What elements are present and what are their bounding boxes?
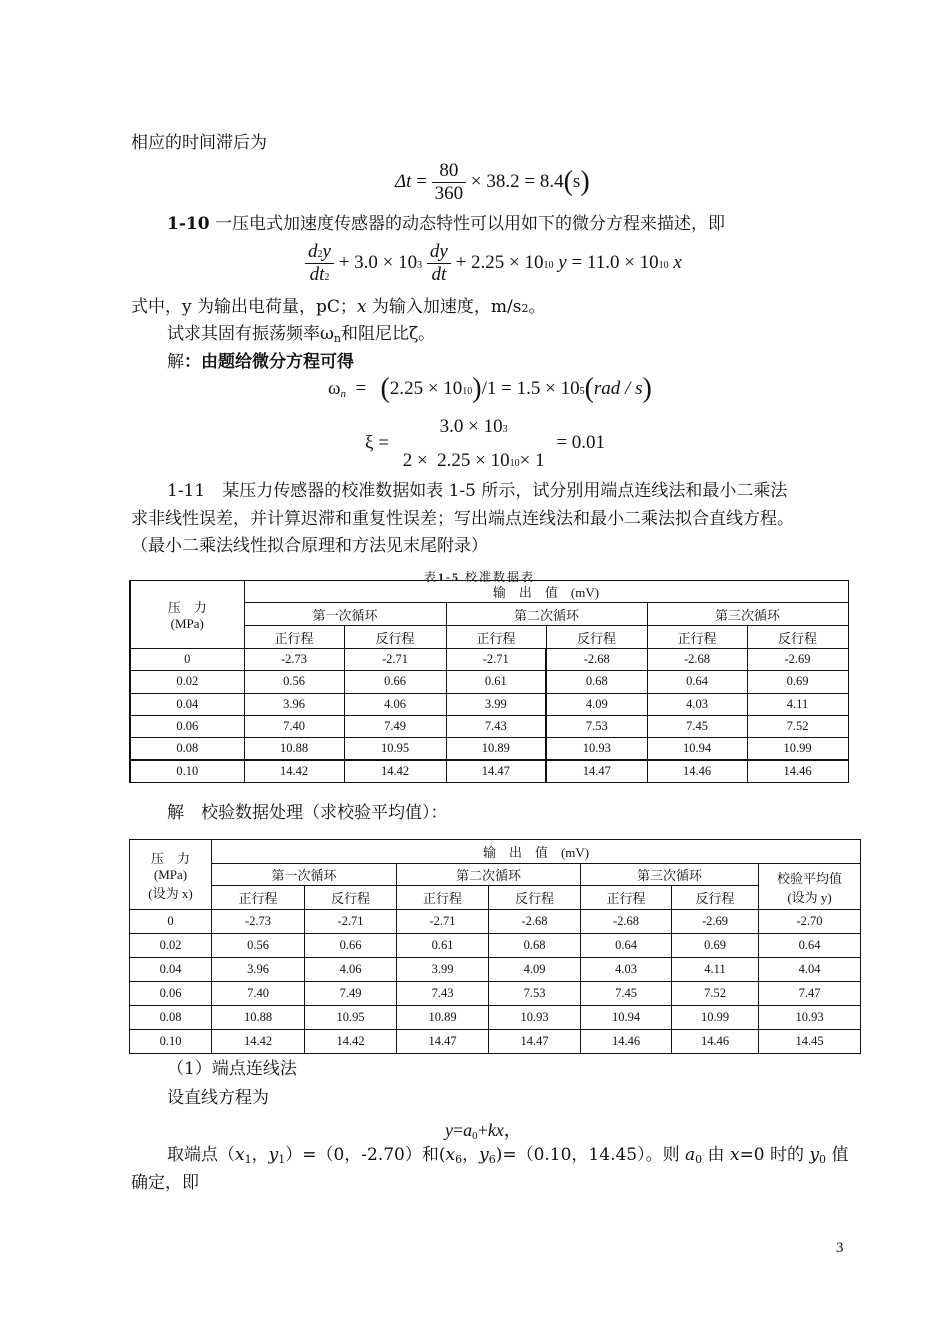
ep-p4: 由	[702, 1145, 730, 1165]
ask-pre: 试求其固有振荡频率ω	[167, 324, 334, 344]
ep-p3: )=（0.10，14.45）。则	[495, 1145, 686, 1165]
ep-y1: y	[268, 1145, 279, 1165]
omega-equation: $\omega_n$ = (2.25 × 1010)/1 = 1.5 × 105(rad / s)	[328, 373, 652, 404]
ep-y1s: 1	[278, 1153, 286, 1166]
omega-unit: rad / s	[593, 378, 643, 399]
t2-value-cell: 4.09	[489, 958, 581, 982]
t1-value-cell: 4.06	[344, 693, 446, 715]
t2-value-cell: 4.06	[305, 958, 397, 982]
xi-lhs: ξ =	[365, 432, 389, 454]
where-text	[131, 296, 545, 320]
sol-text: ：由题给微分方程可得	[184, 352, 354, 372]
t2-value-cell: 0.56	[212, 934, 305, 958]
table2	[129, 839, 861, 1054]
t1-output-header: 输 出 值 (mV)	[244, 581, 848, 603]
t2-cycle-1: 第一次循环	[212, 864, 397, 886]
le-y: y	[445, 1120, 453, 1140]
caption-prefix: 表	[424, 570, 439, 584]
ask-post: 和阻尼比ζ。	[340, 324, 436, 344]
t2-stroke: 正行程	[212, 886, 305, 910]
t1-cycle-2: 第二次循环	[446, 603, 647, 626]
step1-heading: （1）端点连线法	[167, 1059, 297, 1079]
t2-stroke: 反行程	[305, 886, 397, 910]
t2-value-cell: -2.70	[759, 910, 861, 934]
t2-value-cell: 3.96	[212, 958, 305, 982]
ep-p1: 取端点（	[167, 1145, 235, 1165]
t1-cycle-3: 第三次循环	[647, 603, 848, 626]
omega-inner: 2.25 × 10	[389, 378, 463, 399]
t1-value-cell: 0.64	[647, 671, 747, 693]
t2-value-cell: -2.69	[672, 910, 759, 934]
ep-y6s: 6	[488, 1153, 496, 1166]
t2-pressure-cell: 0	[130, 910, 212, 934]
t1-row	[130, 693, 848, 715]
t2-value-cell: 7.45	[581, 982, 672, 1006]
lag-rest: × 38.2 = 8.4	[470, 170, 564, 192]
t2-value-cell: 7.52	[672, 982, 759, 1006]
t1-body	[130, 649, 848, 783]
d2y-fraction	[305, 241, 334, 286]
t2-pressure-cell: 0.04	[130, 958, 212, 982]
ep-x6: x	[445, 1145, 456, 1165]
t1-stroke: 反行程	[546, 626, 647, 649]
table1	[129, 580, 849, 783]
solution-text	[167, 351, 354, 373]
problem-1-11-line2: 求非线性误差，并计算迟滞和重复性误差；写出端点连线法和最小二乘法拟合直线方程。	[131, 509, 794, 529]
t1-value-cell: 3.96	[244, 693, 344, 715]
t2-value-cell: 14.47	[489, 1030, 581, 1054]
where-end: 。	[528, 297, 546, 317]
line-equation	[445, 1116, 522, 1142]
problem-1-11-line3: （最小二乘法线性拟合原理和方法见末尾附录）	[131, 536, 488, 556]
page-number: 3	[836, 1240, 844, 1256]
t1-pressure-cell: 0	[130, 649, 244, 671]
t2-value-cell: -2.73	[212, 910, 305, 934]
t2-stroke: 正行程	[397, 886, 489, 910]
ep-y0: y	[809, 1145, 820, 1165]
t2-output-header: 输 出 值 (mV)	[212, 840, 861, 864]
t1-value-cell: 14.46	[647, 760, 747, 782]
t2-row	[130, 958, 861, 982]
xi-num-exp: 3	[502, 424, 508, 435]
ep-p6: 值	[826, 1145, 849, 1165]
sol-label: 解	[167, 352, 184, 372]
problem-text: 一压电式加速度传感器的动态特性可以用如下的微分方程来描述，即	[214, 214, 725, 234]
t2-value-cell: 0.69	[672, 934, 759, 958]
le-plus: +	[477, 1120, 488, 1140]
t2-stroke: 反行程	[672, 886, 759, 910]
t2-pressure-label: 压 力	[150, 850, 190, 866]
omega-inner-exp: 10	[462, 386, 473, 397]
lag-den: 360	[432, 182, 467, 205]
xi-rhs: = 0.01	[556, 432, 606, 454]
dt2-dt: dt	[309, 264, 325, 285]
x-var: x	[673, 251, 682, 273]
d2y-sup: 2	[317, 249, 323, 260]
t2-value-cell: 7.43	[397, 982, 489, 1006]
ep-x1: x	[235, 1145, 245, 1165]
ep-y6: y	[479, 1145, 489, 1165]
t2-value-cell: 3.99	[397, 958, 489, 982]
t1-value-cell: 10.94	[647, 738, 747, 760]
t2-value-cell: 10.89	[397, 1006, 489, 1030]
omega-div: /1 = 1.5 × 10	[481, 378, 580, 399]
xi-equation	[365, 416, 605, 472]
t1-row	[130, 760, 848, 782]
ep-p5: =0 时的	[739, 1145, 810, 1165]
t1-value-cell: 7.40	[244, 715, 344, 737]
t2-value-cell: 10.93	[759, 1006, 861, 1030]
lag-fraction	[432, 160, 467, 205]
t1-pressure-label: 压 力	[167, 600, 207, 615]
t2-row	[130, 1030, 861, 1054]
t2-value-cell: 14.46	[581, 1030, 672, 1054]
where-x: x	[356, 297, 367, 317]
t1-row	[130, 738, 848, 760]
xi-den-exp: 10	[509, 458, 520, 469]
le-a: a	[463, 1120, 473, 1140]
lag-unit: s	[572, 170, 581, 192]
t1-value-cell: 3.99	[446, 693, 546, 715]
t2-value-cell: 0.61	[397, 934, 489, 958]
t2-value-cell: 4.11	[672, 958, 759, 982]
t2-pressure-cell: 0.06	[130, 982, 212, 1006]
t2-value-cell: 14.42	[212, 1030, 305, 1054]
t2-value-cell: 0.64	[759, 934, 861, 958]
t1-value-cell: 7.45	[647, 715, 747, 737]
t2-value-cell: 0.64	[581, 934, 672, 958]
t2-value-cell: -2.68	[581, 910, 672, 934]
t1-value-cell: -2.71	[344, 649, 446, 671]
t2-value-cell: 4.03	[581, 958, 672, 982]
t2-value-cell: 10.94	[581, 1006, 672, 1030]
t1-value-cell: 14.47	[446, 760, 546, 782]
exp1: 3	[417, 259, 423, 271]
t1-value-cell: -2.73	[244, 649, 344, 671]
t2-cycle-2: 第二次循环	[397, 864, 581, 886]
lag-lhs: Δt	[395, 170, 412, 192]
t2-pressure-cell: 0.10	[130, 1030, 212, 1054]
t2-row	[130, 910, 861, 934]
endpoints-text	[167, 1144, 848, 1171]
t1-stroke: 反行程	[747, 626, 848, 649]
omega-sub: n	[340, 388, 347, 400]
t1-value-cell: -2.69	[747, 649, 848, 671]
problem-1-10	[167, 213, 725, 235]
xi-den-b: 2.25 × 10	[437, 450, 510, 471]
xi-num: 3.0 × 10	[439, 416, 503, 437]
t2-body	[130, 910, 861, 1054]
t2-value-cell: 14.42	[305, 1030, 397, 1054]
t1-value-cell: 7.53	[546, 715, 647, 737]
t1-row	[130, 715, 848, 737]
t2-value-cell: 7.49	[305, 982, 397, 1006]
t1-value-cell: 0.56	[244, 671, 344, 693]
t2-value-cell: 7.47	[759, 982, 861, 1006]
ep-c1: ，	[251, 1145, 269, 1165]
t1-value-cell: 4.09	[546, 693, 647, 715]
t2-pressure-header	[130, 840, 212, 910]
dy-den: dt	[427, 263, 451, 286]
t1-stroke: 正行程	[446, 626, 546, 649]
t2-row	[130, 982, 861, 1006]
where-post: 为输入加速度，m/s	[366, 297, 522, 317]
t2-pressure-note: (设为 x)	[148, 885, 193, 901]
dt2-sup: 2	[324, 272, 330, 283]
d2y-var: y	[322, 241, 331, 262]
t1-value-cell: 0.66	[344, 671, 446, 693]
where-sup: 2	[521, 302, 529, 315]
t1-value-cell: 10.88	[244, 738, 344, 760]
t2-stroke: 正行程	[581, 886, 672, 910]
t1-pressure-cell: 0.08	[130, 738, 244, 760]
caption-title: 校准数据表	[465, 570, 536, 584]
t1-pressure-cell: 0.10	[130, 760, 244, 782]
t2-value-cell: 7.40	[212, 982, 305, 1006]
t1-pressure-cell: 0.04	[130, 693, 244, 715]
t2-value-cell: 10.88	[212, 1006, 305, 1030]
lag-equation: Δt = $\frac{80}{360}$ × 38.2 = 8.4(s)	[395, 160, 590, 204]
t2-pressure-unit: (MPa)	[153, 866, 188, 882]
t2-value-cell: -2.71	[305, 910, 397, 934]
coef2: + 2.25 × 10	[455, 251, 544, 273]
dy-num: dy	[429, 241, 448, 262]
t1-value-cell: 0.68	[546, 671, 647, 693]
t1-pressure-unit: (MPa)	[170, 616, 204, 631]
ask-sub: n	[333, 332, 341, 345]
t1-pressure-cell: 0.06	[130, 715, 244, 737]
t1-value-cell: 10.99	[747, 738, 848, 760]
t2-avg-header	[759, 864, 861, 910]
t1-stroke: 正行程	[244, 626, 344, 649]
le-kx: kx	[487, 1120, 504, 1140]
t1-stroke: 反行程	[344, 626, 446, 649]
t2-value-cell: 7.53	[489, 982, 581, 1006]
omega-exp: 5	[579, 386, 585, 397]
t2-pressure-cell: 0.08	[130, 1006, 212, 1030]
t1-value-cell: 7.52	[747, 715, 848, 737]
ep-x1s: 1	[244, 1153, 252, 1166]
t1-value-cell: 10.89	[446, 738, 546, 760]
t1-value-cell: 0.61	[446, 671, 546, 693]
le-end: ，	[503, 1120, 522, 1140]
dy-fraction	[427, 241, 451, 286]
diff-equation	[305, 241, 682, 286]
t1-stroke: 正行程	[647, 626, 747, 649]
t2-value-cell: 14.46	[672, 1030, 759, 1054]
caption-num: 1-5	[438, 570, 461, 584]
d2y-d: d	[308, 241, 318, 262]
t1-value-cell: 14.42	[344, 760, 446, 782]
confirm-text: 确定，即	[131, 1173, 199, 1193]
t2-value-cell: 10.99	[672, 1006, 759, 1030]
t1-value-cell: 14.46	[747, 760, 848, 782]
ep-c2: ，	[462, 1145, 480, 1165]
t1-value-cell: 0.69	[747, 671, 848, 693]
t1-row	[130, 649, 848, 671]
t1-value-cell: 10.93	[546, 738, 647, 760]
t2-value-cell: -2.71	[397, 910, 489, 934]
t1-value-cell: 4.03	[647, 693, 747, 715]
xi-den-a: 2 ×	[402, 450, 428, 471]
t2-value-cell: 10.93	[489, 1006, 581, 1030]
ep-x6s: 6	[455, 1153, 463, 1166]
t1-value-cell: -2.68	[546, 649, 647, 671]
t1-row	[130, 671, 848, 693]
t2-avg-label: 校验平均值	[777, 870, 843, 886]
xi-den-c: × 1	[519, 450, 545, 471]
t2-row	[130, 1006, 861, 1030]
rhs: = 11.0 × 10	[571, 251, 659, 273]
omega-eq: =	[355, 378, 367, 399]
t1-value-cell: 10.95	[344, 738, 446, 760]
t1-cycle-1: 第一次循环	[244, 603, 446, 626]
lag-num: 80	[439, 160, 459, 181]
t2-value-cell: 14.45	[759, 1030, 861, 1054]
problem-1-11-line1: 1-11 某压力传感器的校准数据如表 1-5 所示，试分别用端点连线法和最小二乘法	[167, 481, 788, 501]
exp3: 10	[658, 259, 669, 271]
t1-value-cell: 4.11	[747, 693, 848, 715]
t2-stroke: 反行程	[489, 886, 581, 910]
t1-value-cell: -2.71	[446, 649, 546, 671]
ep-p2: ）=（0，-2.70）和(	[285, 1145, 446, 1165]
t2-value-cell: 10.95	[305, 1006, 397, 1030]
xi-fraction	[400, 416, 548, 472]
problem-label: 1-10	[167, 214, 210, 234]
ep-xv: x	[729, 1145, 740, 1165]
exp2: 10	[543, 259, 554, 271]
ep-y0s: 0	[819, 1153, 827, 1166]
le-eq: =	[453, 1120, 464, 1140]
t2-value-cell: -2.68	[489, 910, 581, 934]
t2-avg-note: (设为 y)	[787, 889, 832, 905]
t2-value-cell: 0.66	[305, 934, 397, 958]
t1-pressure-header	[130, 581, 244, 649]
t2-cycle-3: 第三次循环	[581, 864, 759, 886]
t1-value-cell: -2.68	[647, 649, 747, 671]
solution2-text: 解 校验数据处理（求校验平均值）：	[167, 803, 448, 823]
t2-row	[130, 934, 861, 958]
t1-value-cell: 7.43	[446, 715, 546, 737]
t1-value-cell: 7.49	[344, 715, 446, 737]
ask-text	[167, 323, 435, 350]
intro-text: 相应的时间滞后为	[131, 133, 267, 153]
coef1: + 3.0 × 10	[338, 251, 418, 273]
t2-value-cell: 14.47	[397, 1030, 489, 1054]
omega-lhs: ω	[328, 378, 341, 399]
where-pre: 式中，y 为输出电荷量，pC；	[131, 297, 357, 317]
t2-pressure-cell: 0.02	[130, 934, 212, 958]
set-line-text: 设直线方程为	[167, 1088, 269, 1108]
t2-value-cell: 4.04	[759, 958, 861, 982]
t1-pressure-cell: 0.02	[130, 671, 244, 693]
y-var: y	[558, 251, 567, 273]
t1-value-cell: 14.47	[546, 760, 647, 782]
t1-value-cell: 14.42	[244, 760, 344, 782]
t2-value-cell: 0.68	[489, 934, 581, 958]
le-a-sub: 0	[472, 1130, 478, 1142]
ep-a0: a	[685, 1145, 696, 1165]
ep-a0s: 0	[695, 1153, 703, 1166]
